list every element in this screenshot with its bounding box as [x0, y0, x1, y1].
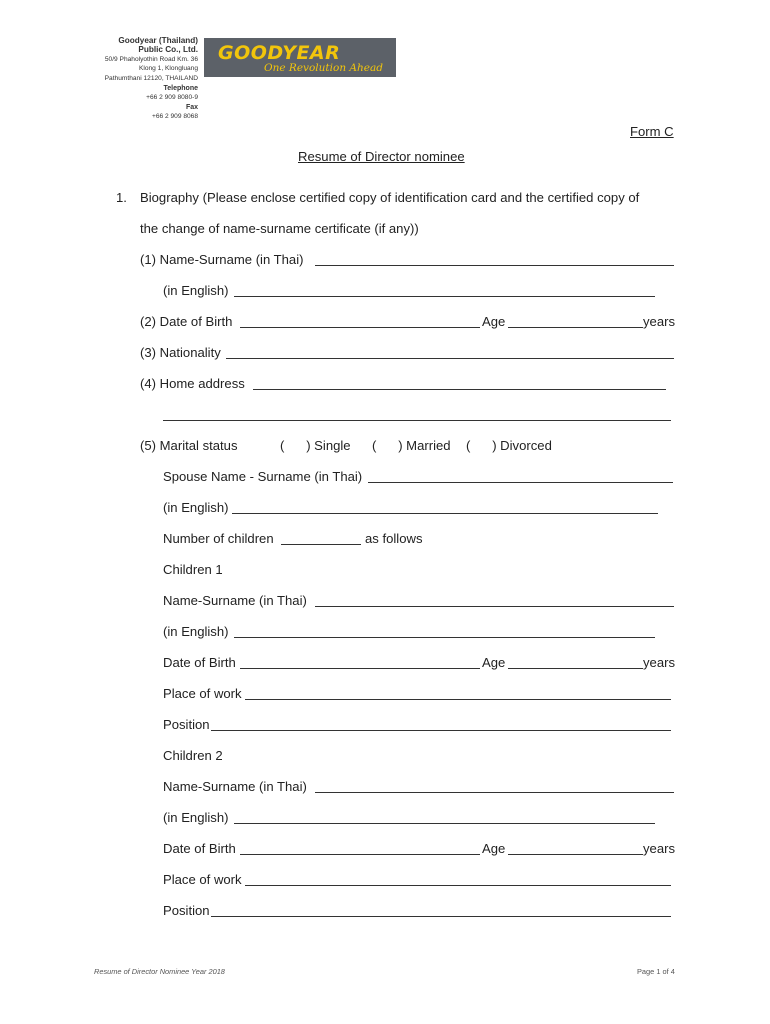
child-place-of-work-label: Place of work: [163, 872, 242, 887]
age-label: Age: [482, 314, 506, 329]
child-name-thai-field[interactable]: [315, 792, 674, 793]
goodyear-logo: [204, 38, 396, 77]
child-place-of-work-label: Place of work: [163, 686, 242, 701]
company-name-line: Goodyear (Thailand): [118, 36, 198, 45]
address-line: Klong 1, Klongluang: [138, 65, 198, 73]
child-position-field[interactable]: [211, 916, 671, 917]
form-title: Resume of Director nominee: [298, 149, 465, 164]
child-name-thai-label: Name-Surname (in Thai): [163, 593, 307, 608]
date-of-birth-label: (2) Date of Birth: [140, 314, 233, 329]
home-address-label: (4) Home address: [140, 376, 245, 391]
company-name-line: Public Co., Ltd.: [138, 45, 198, 55]
fax-number: +66 2 909 8068: [151, 113, 198, 121]
address-line: 50/9 Phaholyothin Road Km. 36: [104, 55, 198, 63]
biography-instruction-cont: the change of name-surname certificate (if any)): [140, 221, 419, 236]
single-checkbox[interactable]: ( ) Single: [280, 438, 351, 453]
logo-wordmark: GOODYEAR: [218, 42, 341, 64]
child-name-thai-field[interactable]: [315, 606, 674, 607]
page-number: Page 1 of 4: [637, 967, 675, 976]
marital-status-label: (5) Marital status: [140, 438, 238, 453]
married-checkbox[interactable]: ( ) Married: [372, 438, 451, 453]
nationality-label: (3) Nationality: [140, 345, 221, 360]
child-heading: Children 1: [163, 562, 223, 577]
name-english-label: (in English): [163, 283, 229, 298]
number-of-children-label: Number of children: [163, 531, 274, 546]
address-line: Pathumthani 12120, THAILAND: [104, 75, 198, 82]
number-of-children-field[interactable]: [281, 544, 361, 545]
child-date-of-birth-label: Date of Birth: [163, 841, 236, 856]
spouse-name-thai-label: Spouse Name - Surname (in Thai): [163, 469, 363, 484]
footer-document-title: Resume of Director Nominee Year 2018: [94, 967, 225, 976]
years-label: years: [643, 314, 676, 329]
spouse-name-english-label: (in English): [163, 500, 229, 515]
child-age-field[interactable]: [508, 668, 643, 669]
child-date-of-birth-field[interactable]: [240, 854, 480, 855]
home-address-field[interactable]: [253, 389, 666, 390]
biography-instruction: Biography (Please enclose certified copy of identification card and the certified copy of: [140, 190, 640, 205]
child-age-label: Age: [482, 841, 506, 856]
child-position-label: Position: [163, 717, 210, 732]
name-thai-label: (1) Name-Surname (in Thai): [140, 252, 304, 267]
home-address-field-cont[interactable]: [163, 420, 671, 421]
form-id: Form C: [630, 124, 674, 139]
child-name-english-field[interactable]: [234, 823, 655, 824]
logo-tagline: One Revolution Ahead: [264, 62, 383, 74]
child-name-english-label: (in English): [163, 810, 229, 825]
child-name-english-label: (in English): [163, 624, 229, 639]
child-date-of-birth-field[interactable]: [240, 668, 480, 669]
child-place-of-work-field[interactable]: [245, 699, 671, 700]
child-years-label: years: [643, 841, 676, 856]
name-thai-field[interactable]: [315, 265, 674, 266]
telephone-number: +66 2 909 8080-9: [146, 94, 198, 102]
section-number: 1.: [116, 190, 127, 205]
child-heading: Children 2: [163, 748, 223, 763]
child-position-field[interactable]: [211, 730, 671, 731]
child-position-label: Position: [163, 903, 210, 918]
child-date-of-birth-label: Date of Birth: [163, 655, 236, 670]
as-follows-label: as follows: [365, 531, 423, 546]
nationality-field[interactable]: [226, 358, 674, 359]
spouse-name-english-field[interactable]: [232, 513, 658, 514]
child-name-english-field[interactable]: [234, 637, 655, 638]
divorced-checkbox[interactable]: ( ) Divorced: [466, 438, 552, 453]
date-of-birth-field[interactable]: [240, 327, 480, 328]
telephone-label: Telephone: [163, 84, 198, 92]
child-age-label: Age: [482, 655, 506, 670]
child-age-field[interactable]: [508, 854, 643, 855]
age-field[interactable]: [508, 327, 643, 328]
company-address-block: [96, 36, 198, 122]
spouse-name-thai-field[interactable]: [368, 482, 673, 483]
child-name-thai-label: Name-Surname (in Thai): [163, 779, 307, 794]
child-place-of-work-field[interactable]: [245, 885, 671, 886]
fax-label: Fax: [185, 103, 198, 111]
child-years-label: years: [643, 655, 676, 670]
name-english-field[interactable]: [234, 296, 655, 297]
